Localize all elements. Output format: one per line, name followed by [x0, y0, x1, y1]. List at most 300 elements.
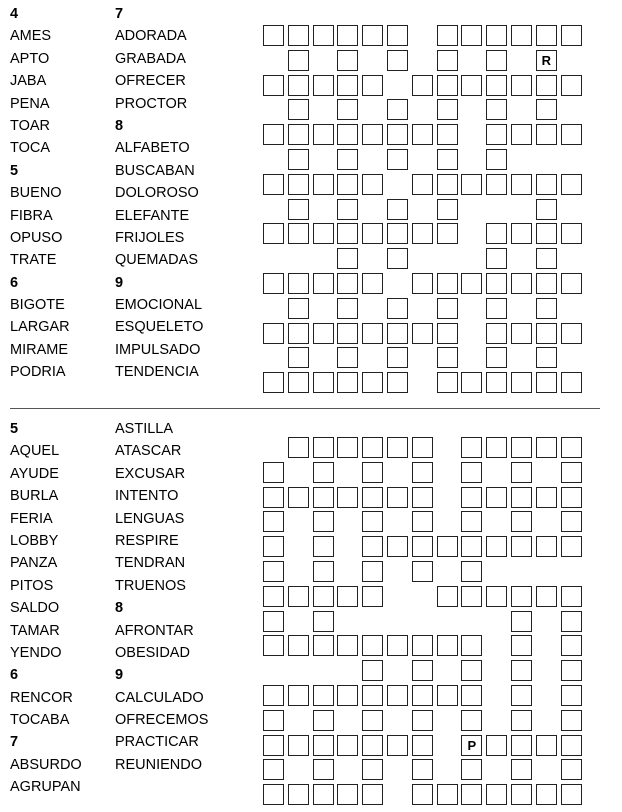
puzzle1-cell[interactable]: [412, 323, 433, 344]
puzzle1-cell[interactable]: [536, 75, 557, 96]
puzzle1-cell[interactable]: [387, 149, 408, 170]
puzzle1-cell[interactable]: [263, 174, 284, 195]
puzzle2-cell[interactable]: [412, 462, 433, 483]
puzzle2-cell[interactable]: [561, 462, 582, 483]
puzzle1-cell[interactable]: [511, 372, 532, 393]
puzzle2-cell[interactable]: [511, 759, 532, 780]
puzzle1-cell[interactable]: [536, 199, 557, 220]
puzzle1-cell[interactable]: [412, 273, 433, 294]
puzzle2-cell[interactable]: [511, 660, 532, 681]
puzzle2-cell[interactable]: [263, 784, 284, 805]
puzzle2-cell[interactable]: [387, 685, 408, 706]
puzzle1-cell[interactable]: [511, 25, 532, 46]
puzzle2-cell[interactable]: [263, 635, 284, 656]
puzzle2-cell[interactable]: [362, 660, 383, 681]
puzzle2-cell[interactable]: [561, 511, 582, 532]
puzzle1-cell[interactable]: [313, 223, 334, 244]
puzzle1-cell[interactable]: [337, 223, 358, 244]
puzzle2-cell[interactable]: [412, 511, 433, 532]
puzzle2-cell[interactable]: [461, 635, 482, 656]
puzzle1-cell[interactable]: [437, 323, 458, 344]
puzzle2-cell[interactable]: [362, 586, 383, 607]
puzzle1-word: FRIJOLES: [115, 229, 185, 246]
puzzle1-cell[interactable]: [387, 124, 408, 145]
puzzle2-cell[interactable]: [313, 710, 334, 731]
puzzle1-cell[interactable]: [536, 25, 557, 46]
puzzle1-cell[interactable]: [288, 75, 309, 96]
puzzle1-cell[interactable]: [337, 25, 358, 46]
puzzle2-cell[interactable]: [263, 685, 284, 706]
puzzle2-cell[interactable]: [313, 735, 334, 756]
puzzle2-cell[interactable]: [313, 511, 334, 532]
puzzle2-cell[interactable]: [486, 437, 507, 458]
puzzle1-cell[interactable]: [288, 323, 309, 344]
puzzle2-given-letter: P: [467, 737, 477, 753]
puzzle1-cell[interactable]: [561, 174, 582, 195]
puzzle2-cell[interactable]: [461, 735, 482, 756]
puzzle2-cell[interactable]: [337, 437, 358, 458]
puzzle1-cell[interactable]: [313, 174, 334, 195]
puzzle1-cell[interactable]: [263, 75, 284, 96]
puzzle1-cell[interactable]: [461, 25, 482, 46]
puzzle1-cell[interactable]: [412, 223, 433, 244]
puzzle1-wordlist-col1: [10, 3, 70, 384]
puzzle2-cell[interactable]: [362, 487, 383, 508]
puzzle2-word: PRACTICAR: [115, 734, 199, 751]
puzzle2-word: PITOS: [10, 577, 54, 594]
puzzle2-cell[interactable]: [313, 685, 334, 706]
puzzle2-cell[interactable]: [362, 759, 383, 780]
puzzle2-cell[interactable]: [437, 784, 458, 805]
puzzle2-cell[interactable]: [387, 735, 408, 756]
puzzle1-cell[interactable]: [461, 174, 482, 195]
puzzle2-word: FERIA: [10, 510, 53, 527]
puzzle1-cell[interactable]: [337, 347, 358, 368]
puzzle2-word: AGRUPAN: [10, 779, 81, 796]
puzzle1-cell[interactable]: [362, 323, 383, 344]
puzzle1-cell[interactable]: [387, 50, 408, 71]
puzzle1-word: OPUSO: [10, 229, 63, 246]
puzzle2-cell[interactable]: [561, 710, 582, 731]
puzzle1-cell[interactable]: [337, 149, 358, 170]
puzzle1-cell[interactable]: [486, 372, 507, 393]
puzzle1-cell[interactable]: [486, 298, 507, 319]
puzzle1-cell[interactable]: [511, 323, 532, 344]
puzzle1-cell[interactable]: [337, 50, 358, 71]
puzzle2-cell[interactable]: [561, 437, 582, 458]
puzzle2-cell[interactable]: [511, 462, 532, 483]
puzzle1-cell[interactable]: [387, 248, 408, 269]
puzzle1-cell[interactable]: [263, 124, 284, 145]
puzzle2-cell[interactable]: [412, 635, 433, 656]
puzzle2-cell[interactable]: [486, 735, 507, 756]
puzzle1-cell[interactable]: [437, 347, 458, 368]
puzzle2-cell[interactable]: [461, 536, 482, 557]
puzzle2-cell[interactable]: [536, 735, 557, 756]
puzzle2-cell[interactable]: [486, 784, 507, 805]
puzzle1-cell[interactable]: [486, 124, 507, 145]
puzzle2-cell[interactable]: [337, 586, 358, 607]
puzzle1-word: TOCA: [10, 140, 51, 157]
puzzle1-cell[interactable]: [437, 149, 458, 170]
puzzle1-cell[interactable]: [337, 323, 358, 344]
puzzle1-cell[interactable]: [536, 50, 557, 71]
puzzle2-cell[interactable]: [511, 487, 532, 508]
puzzle2-cell[interactable]: [536, 487, 557, 508]
puzzle2-cell[interactable]: [288, 437, 309, 458]
puzzle2-word: EXCUSAR: [115, 465, 186, 482]
puzzle1-cell[interactable]: [313, 273, 334, 294]
puzzle2-cell[interactable]: [288, 487, 309, 508]
puzzle1-word: AMES: [10, 28, 52, 45]
puzzle2-cell[interactable]: [536, 437, 557, 458]
puzzle1-cell[interactable]: [511, 124, 532, 145]
puzzle2-cell[interactable]: [561, 487, 582, 508]
puzzle2-cell[interactable]: [511, 635, 532, 656]
puzzle2-cell[interactable]: [412, 759, 433, 780]
puzzle1-cell[interactable]: [288, 149, 309, 170]
puzzle2-cell[interactable]: [337, 685, 358, 706]
puzzle1-cell[interactable]: [437, 75, 458, 96]
puzzle2-cell[interactable]: [313, 759, 334, 780]
puzzle1-cell[interactable]: [486, 323, 507, 344]
puzzle1-word: FIBRA: [10, 207, 53, 224]
puzzle2-cell[interactable]: [263, 611, 284, 632]
puzzle2-cell[interactable]: [511, 536, 532, 557]
puzzle1-cell[interactable]: [486, 149, 507, 170]
puzzle2-cell[interactable]: [362, 635, 383, 656]
puzzle1-cell[interactable]: [387, 199, 408, 220]
puzzle2-length-heading: 9: [115, 667, 124, 684]
puzzle2-cell[interactable]: [288, 685, 309, 706]
puzzle2-cell[interactable]: [313, 462, 334, 483]
puzzle2-cell[interactable]: [461, 586, 482, 607]
puzzle1-wordlist-col2: [115, 3, 203, 384]
puzzle1-cell[interactable]: [263, 323, 284, 344]
puzzle2-word: AYUDE: [10, 465, 59, 482]
puzzle1-cell[interactable]: [536, 99, 557, 120]
puzzle1-cell[interactable]: [437, 50, 458, 71]
puzzle1-cell[interactable]: [362, 223, 383, 244]
puzzle1-cell[interactable]: [437, 25, 458, 46]
puzzle2-cell[interactable]: [561, 660, 582, 681]
puzzle2-cell[interactable]: [561, 685, 582, 706]
puzzle2-cell[interactable]: [561, 784, 582, 805]
puzzle2-cell[interactable]: [313, 611, 334, 632]
puzzle1-length-heading: 4: [10, 6, 19, 22]
puzzle1-cell[interactable]: [263, 372, 284, 393]
puzzle2-cell[interactable]: [536, 784, 557, 805]
puzzle2-cell[interactable]: [313, 536, 334, 557]
puzzle2-cell[interactable]: [288, 735, 309, 756]
puzzle2-cell[interactable]: [461, 487, 482, 508]
puzzle2-cell[interactable]: [337, 635, 358, 656]
puzzle1-cell[interactable]: [387, 372, 408, 393]
puzzle2-cell[interactable]: [362, 784, 383, 805]
puzzle1-cell[interactable]: [337, 199, 358, 220]
puzzle1-word: TENDENCIA: [115, 364, 199, 381]
puzzle2-cell[interactable]: [362, 536, 383, 557]
puzzle1-cell[interactable]: [337, 99, 358, 120]
puzzle1-cell[interactable]: [313, 323, 334, 344]
puzzle1-cell[interactable]: [561, 323, 582, 344]
puzzle2-cell[interactable]: [337, 735, 358, 756]
puzzle1-cell[interactable]: [412, 75, 433, 96]
puzzle2-cell[interactable]: [337, 487, 358, 508]
puzzle2-cell[interactable]: [263, 487, 284, 508]
puzzle1-word: GRABADA: [115, 50, 186, 67]
puzzle2-cell[interactable]: [511, 437, 532, 458]
puzzle1-cell[interactable]: [337, 75, 358, 96]
puzzle2-cell[interactable]: [263, 735, 284, 756]
puzzle2-cell[interactable]: [561, 536, 582, 557]
puzzle1-cell[interactable]: [437, 298, 458, 319]
puzzle2-cell[interactable]: [288, 586, 309, 607]
puzzle1-cell[interactable]: [536, 298, 557, 319]
puzzle2-cell[interactable]: [412, 561, 433, 582]
puzzle2-cell[interactable]: [437, 635, 458, 656]
puzzle1-cell[interactable]: [387, 347, 408, 368]
puzzle1-cell[interactable]: [561, 124, 582, 145]
puzzle2-cell[interactable]: [561, 759, 582, 780]
puzzle2-cell[interactable]: [313, 561, 334, 582]
puzzle2-word: TAMAR: [10, 622, 60, 639]
puzzle2-cell[interactable]: [486, 487, 507, 508]
puzzle1-cell[interactable]: [362, 273, 383, 294]
puzzle2-cell[interactable]: [511, 710, 532, 731]
puzzle2-cell[interactable]: [536, 536, 557, 557]
puzzle1-cell[interactable]: [288, 199, 309, 220]
puzzle1-cell[interactable]: [337, 174, 358, 195]
puzzle1-word: PENA: [10, 95, 50, 112]
puzzle1-cell[interactable]: [561, 223, 582, 244]
puzzle2-cell[interactable]: [362, 511, 383, 532]
puzzle2-cell[interactable]: [412, 784, 433, 805]
puzzle1-cell[interactable]: [337, 298, 358, 319]
puzzle1-cell[interactable]: [561, 75, 582, 96]
puzzle2-cell[interactable]: [511, 784, 532, 805]
puzzle2-cell[interactable]: [337, 784, 358, 805]
puzzle2-cell[interactable]: [412, 710, 433, 731]
puzzle2-cell[interactable]: [362, 437, 383, 458]
puzzle2-cell[interactable]: [412, 487, 433, 508]
puzzle2-cell[interactable]: [313, 487, 334, 508]
puzzle1-cell[interactable]: [337, 273, 358, 294]
puzzle2-cell[interactable]: [511, 685, 532, 706]
puzzle2-cell[interactable]: [486, 586, 507, 607]
puzzle1-cell[interactable]: [288, 50, 309, 71]
puzzle2-cell[interactable]: [412, 437, 433, 458]
puzzle1-cell[interactable]: [561, 25, 582, 46]
puzzle2-cell[interactable]: [511, 611, 532, 632]
puzzle2-cell[interactable]: [263, 710, 284, 731]
puzzle2-cell[interactable]: [362, 710, 383, 731]
puzzle1-cell[interactable]: [561, 273, 582, 294]
puzzle2-cell[interactable]: [387, 635, 408, 656]
puzzle2-word: ASTILLA: [115, 421, 174, 437]
puzzle2-cell[interactable]: [561, 611, 582, 632]
puzzle2-cell[interactable]: [461, 462, 482, 483]
puzzle1-word: DOLOROSO: [115, 185, 199, 202]
puzzle1-cell[interactable]: [486, 75, 507, 96]
puzzle2-word: SALDO: [10, 600, 60, 617]
puzzle2-cell[interactable]: [536, 586, 557, 607]
puzzle1-cell[interactable]: [437, 174, 458, 195]
puzzle2-cell[interactable]: [437, 685, 458, 706]
puzzle1-cell[interactable]: [437, 124, 458, 145]
puzzle1-cell[interactable]: [288, 298, 309, 319]
puzzle2-cell[interactable]: [412, 735, 433, 756]
puzzle1-cell[interactable]: [511, 223, 532, 244]
puzzle1-cell[interactable]: [288, 25, 309, 46]
puzzle1-cell[interactable]: [486, 248, 507, 269]
puzzle1-cell[interactable]: [437, 372, 458, 393]
puzzle2-cell[interactable]: [412, 536, 433, 557]
puzzle1-cell[interactable]: [337, 372, 358, 393]
puzzle2-cell[interactable]: [511, 511, 532, 532]
puzzle2-cell[interactable]: [461, 759, 482, 780]
puzzle1-cell[interactable]: [263, 273, 284, 294]
puzzle2-cell[interactable]: [263, 462, 284, 483]
puzzle1-cell[interactable]: [511, 75, 532, 96]
puzzle2-cell[interactable]: [263, 511, 284, 532]
puzzle1-cell[interactable]: [362, 75, 383, 96]
puzzle1-cell[interactable]: [536, 347, 557, 368]
puzzle1-cell[interactable]: [486, 99, 507, 120]
puzzle2-cell[interactable]: [362, 735, 383, 756]
puzzle1-cell[interactable]: [412, 174, 433, 195]
puzzle2-cell[interactable]: [313, 784, 334, 805]
puzzle1-cell[interactable]: [437, 99, 458, 120]
puzzle1-cell[interactable]: [337, 124, 358, 145]
puzzle2-cell[interactable]: [561, 635, 582, 656]
puzzle2-cell[interactable]: [437, 586, 458, 607]
puzzle1-cell[interactable]: [461, 75, 482, 96]
puzzle1-cell[interactable]: [362, 372, 383, 393]
puzzle1-cell[interactable]: [437, 223, 458, 244]
puzzle1-word: TOAR: [10, 117, 51, 134]
puzzle1-cell[interactable]: [412, 124, 433, 145]
puzzle1-cell[interactable]: [486, 273, 507, 294]
puzzle1-cell[interactable]: [461, 372, 482, 393]
puzzle1-cell[interactable]: [561, 372, 582, 393]
puzzle2-cell[interactable]: [461, 710, 482, 731]
puzzle2-cell[interactable]: [387, 437, 408, 458]
puzzle2-cell[interactable]: [461, 784, 482, 805]
puzzle1-cell[interactable]: [263, 25, 284, 46]
puzzle1-cell[interactable]: [313, 372, 334, 393]
puzzle2-cell[interactable]: [461, 437, 482, 458]
puzzle1-cell[interactable]: [536, 223, 557, 244]
puzzle1-cell[interactable]: [437, 273, 458, 294]
puzzle1-cell[interactable]: [288, 174, 309, 195]
puzzle2-cell[interactable]: [387, 487, 408, 508]
puzzle1-cell[interactable]: [362, 174, 383, 195]
puzzle2-cell[interactable]: [461, 660, 482, 681]
puzzle2-cell[interactable]: [461, 685, 482, 706]
puzzle2-cell[interactable]: [412, 685, 433, 706]
puzzle1-word: PROCTOR: [115, 95, 188, 112]
puzzle2-cell[interactable]: [288, 784, 309, 805]
puzzle2-word: BURLA: [10, 488, 59, 505]
puzzle1-cell[interactable]: [486, 174, 507, 195]
puzzle1-cell[interactable]: [263, 223, 284, 244]
puzzle2-cell[interactable]: [486, 536, 507, 557]
puzzle2-cell[interactable]: [288, 635, 309, 656]
puzzle2-cell[interactable]: [263, 561, 284, 582]
puzzle2-cell[interactable]: [461, 561, 482, 582]
puzzle1-cell[interactable]: [288, 372, 309, 393]
puzzle1-cell[interactable]: [387, 323, 408, 344]
puzzle1-cell[interactable]: [313, 124, 334, 145]
puzzle1-cell[interactable]: [337, 248, 358, 269]
puzzle1-cell[interactable]: [288, 347, 309, 368]
puzzle-divider: [10, 408, 600, 409]
puzzle1-cell[interactable]: [288, 124, 309, 145]
puzzle1-word: ESQUELETO: [115, 319, 204, 336]
puzzle1-cell[interactable]: [486, 223, 507, 244]
puzzle1-cell[interactable]: [536, 248, 557, 269]
puzzle1-word: ADORADA: [115, 28, 187, 45]
puzzle2-cell[interactable]: [313, 437, 334, 458]
puzzle2-length-heading: 6: [10, 667, 19, 684]
puzzle1-cell[interactable]: [387, 298, 408, 319]
puzzle1-cell[interactable]: [387, 99, 408, 120]
puzzle2-cell[interactable]: [263, 759, 284, 780]
puzzle1-cell[interactable]: [536, 174, 557, 195]
puzzle1-cell[interactable]: [387, 25, 408, 46]
puzzle2-word: YENDO: [10, 644, 62, 661]
puzzle1-cell[interactable]: [288, 223, 309, 244]
puzzle2-cell[interactable]: [561, 735, 582, 756]
puzzle1-cell[interactable]: [536, 372, 557, 393]
puzzle1-cell[interactable]: [313, 75, 334, 96]
puzzle1-cell[interactable]: [486, 50, 507, 71]
puzzle2-word: TOCABA: [10, 712, 70, 729]
puzzle2-cell[interactable]: [313, 586, 334, 607]
puzzle1-cell[interactable]: [362, 25, 383, 46]
puzzle1-cell[interactable]: [486, 347, 507, 368]
puzzle2-cell[interactable]: [511, 735, 532, 756]
puzzle1-cell[interactable]: [288, 273, 309, 294]
puzzle2-cell[interactable]: [313, 635, 334, 656]
puzzle1-cell[interactable]: [536, 273, 557, 294]
puzzle2-cell[interactable]: [461, 511, 482, 532]
puzzle1-cell[interactable]: [486, 25, 507, 46]
puzzle2-cell[interactable]: [263, 586, 284, 607]
puzzle1-cell[interactable]: [536, 124, 557, 145]
puzzle2-cell[interactable]: [561, 586, 582, 607]
puzzle1-cell[interactable]: [511, 273, 532, 294]
puzzle2-cell[interactable]: [362, 685, 383, 706]
puzzle2-cell[interactable]: [437, 536, 458, 557]
puzzle1-cell[interactable]: [437, 199, 458, 220]
puzzle1-cell[interactable]: [511, 174, 532, 195]
puzzle1-cell[interactable]: [536, 323, 557, 344]
puzzle1-cell[interactable]: [362, 124, 383, 145]
puzzle1-cell[interactable]: [313, 25, 334, 46]
puzzle1-cell[interactable]: [387, 223, 408, 244]
puzzle2-cell[interactable]: [362, 561, 383, 582]
puzzle2-cell[interactable]: [362, 462, 383, 483]
puzzle2-word: OBESIDAD: [115, 644, 190, 661]
puzzle2-cell[interactable]: [387, 536, 408, 557]
puzzle2-cell[interactable]: [511, 586, 532, 607]
puzzle1-cell[interactable]: [461, 273, 482, 294]
puzzle2-cell[interactable]: [412, 660, 433, 681]
puzzle2-cell[interactable]: [263, 536, 284, 557]
puzzle1-cell[interactable]: [288, 99, 309, 120]
